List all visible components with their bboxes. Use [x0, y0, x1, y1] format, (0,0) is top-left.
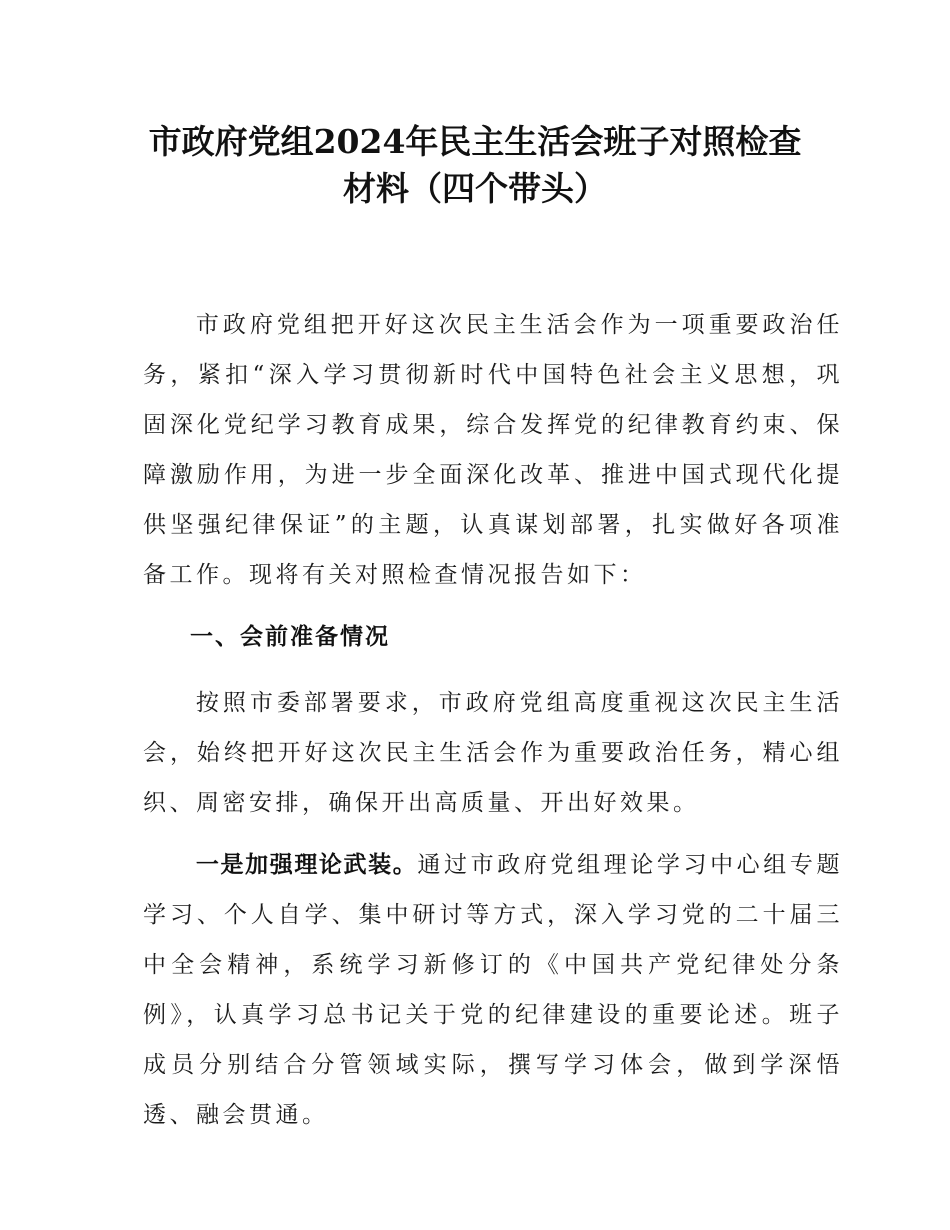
intro-paragraph: 市政府党组把开好这次民主生活会作为一项重要政治任务，紧扣“深入学习贯彻新时代中国特色社会主义思想，巩固深化党纪学习教育成果，综合发挥党的纪律教育约束、保障激励作用，为进一步全面深化改革、推进中国式现代化提供坚强纪律保证”的主题，认真谋划部署，扎实做好各项准备工作。现将有关对照检查情况报告如下：	[143, 312, 843, 588]
preparation-paragraph: 按照市委部署要求，市政府党组高度重视这次民主生活会，始终把开好这次民主生活会作为重要政治任务，精心组织、周密安排，确保开出高质量、开出好效果。	[143, 690, 843, 816]
document-title-line-1: 市政府党组2024年民主生活会班子对照检查	[148, 122, 802, 161]
point-one-text: 通过市政府党组理论学习中心组专题学习、个人自学、集中研讨等方式，深入学习党的二十届三中全会精神，系统学习新修订的《中国共产党纪律处分条例》，认真学习总书记关于党的纪律建设的重要论述。班子成员分别结合分管领域实际，撰写学习体会，做到学深悟透、融会贯通。	[143, 852, 844, 1128]
point-one-paragraph	[143, 840, 843, 1140]
point-one-lead: 一是加强理论武装。	[195, 852, 418, 878]
document-title-line-2: 材料（四个带头）	[343, 169, 607, 208]
section-heading-preparation: 一、会前准备情况	[190, 624, 390, 650]
